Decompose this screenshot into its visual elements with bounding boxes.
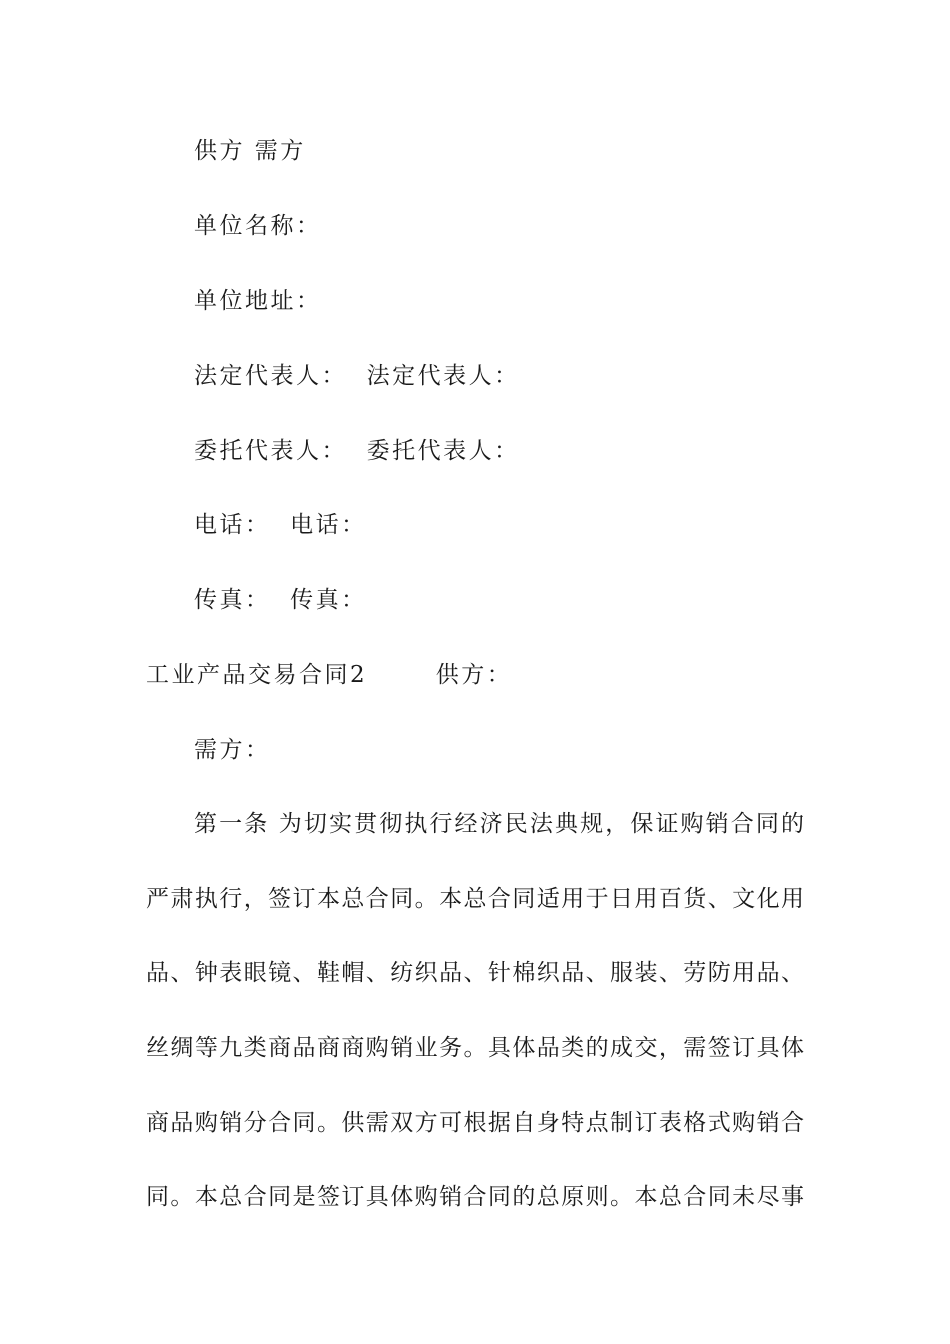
phone-line: 电话： 电话： [194, 512, 367, 538]
article-body-line: 商品购销分合同。供需双方可根据自身特点制订表格式购销合 [146, 1110, 804, 1136]
authorized-representative-line: 委托代表人： 委托代表人： [194, 438, 520, 464]
unit-name-line: 单位名称： [194, 213, 322, 239]
article-body-line: 严肃执行，签订本总合同。本总合同适用于日用百货、文化用 [146, 886, 804, 912]
party-header-line: 供方 需方 [194, 138, 306, 164]
article-body-line: 品、钟表眼镜、鞋帽、纺织品、针棉织品、服装、劳防用品、 [146, 960, 804, 986]
buyer-line: 需方： [194, 737, 271, 763]
article-body-line: 同。本总合同是签订具体购销合同的总原则。本总合同未尽事 [146, 1184, 804, 1210]
fax-line: 传真： 传真： [194, 587, 367, 613]
contract-title-line: 工业产品交易合同2 供方： [146, 662, 513, 688]
legal-representative-line: 法定代表人： 法定代表人： [194, 363, 520, 389]
article-body-line: 丝绸等九类商品商商购销业务。具体品类的成交，需签订具体 [146, 1035, 804, 1061]
article-one-first-line: 第一条 为切实贯彻执行经济民法典规，保证购销合同的 [194, 811, 804, 837]
unit-address-line: 单位地址： [194, 288, 322, 314]
